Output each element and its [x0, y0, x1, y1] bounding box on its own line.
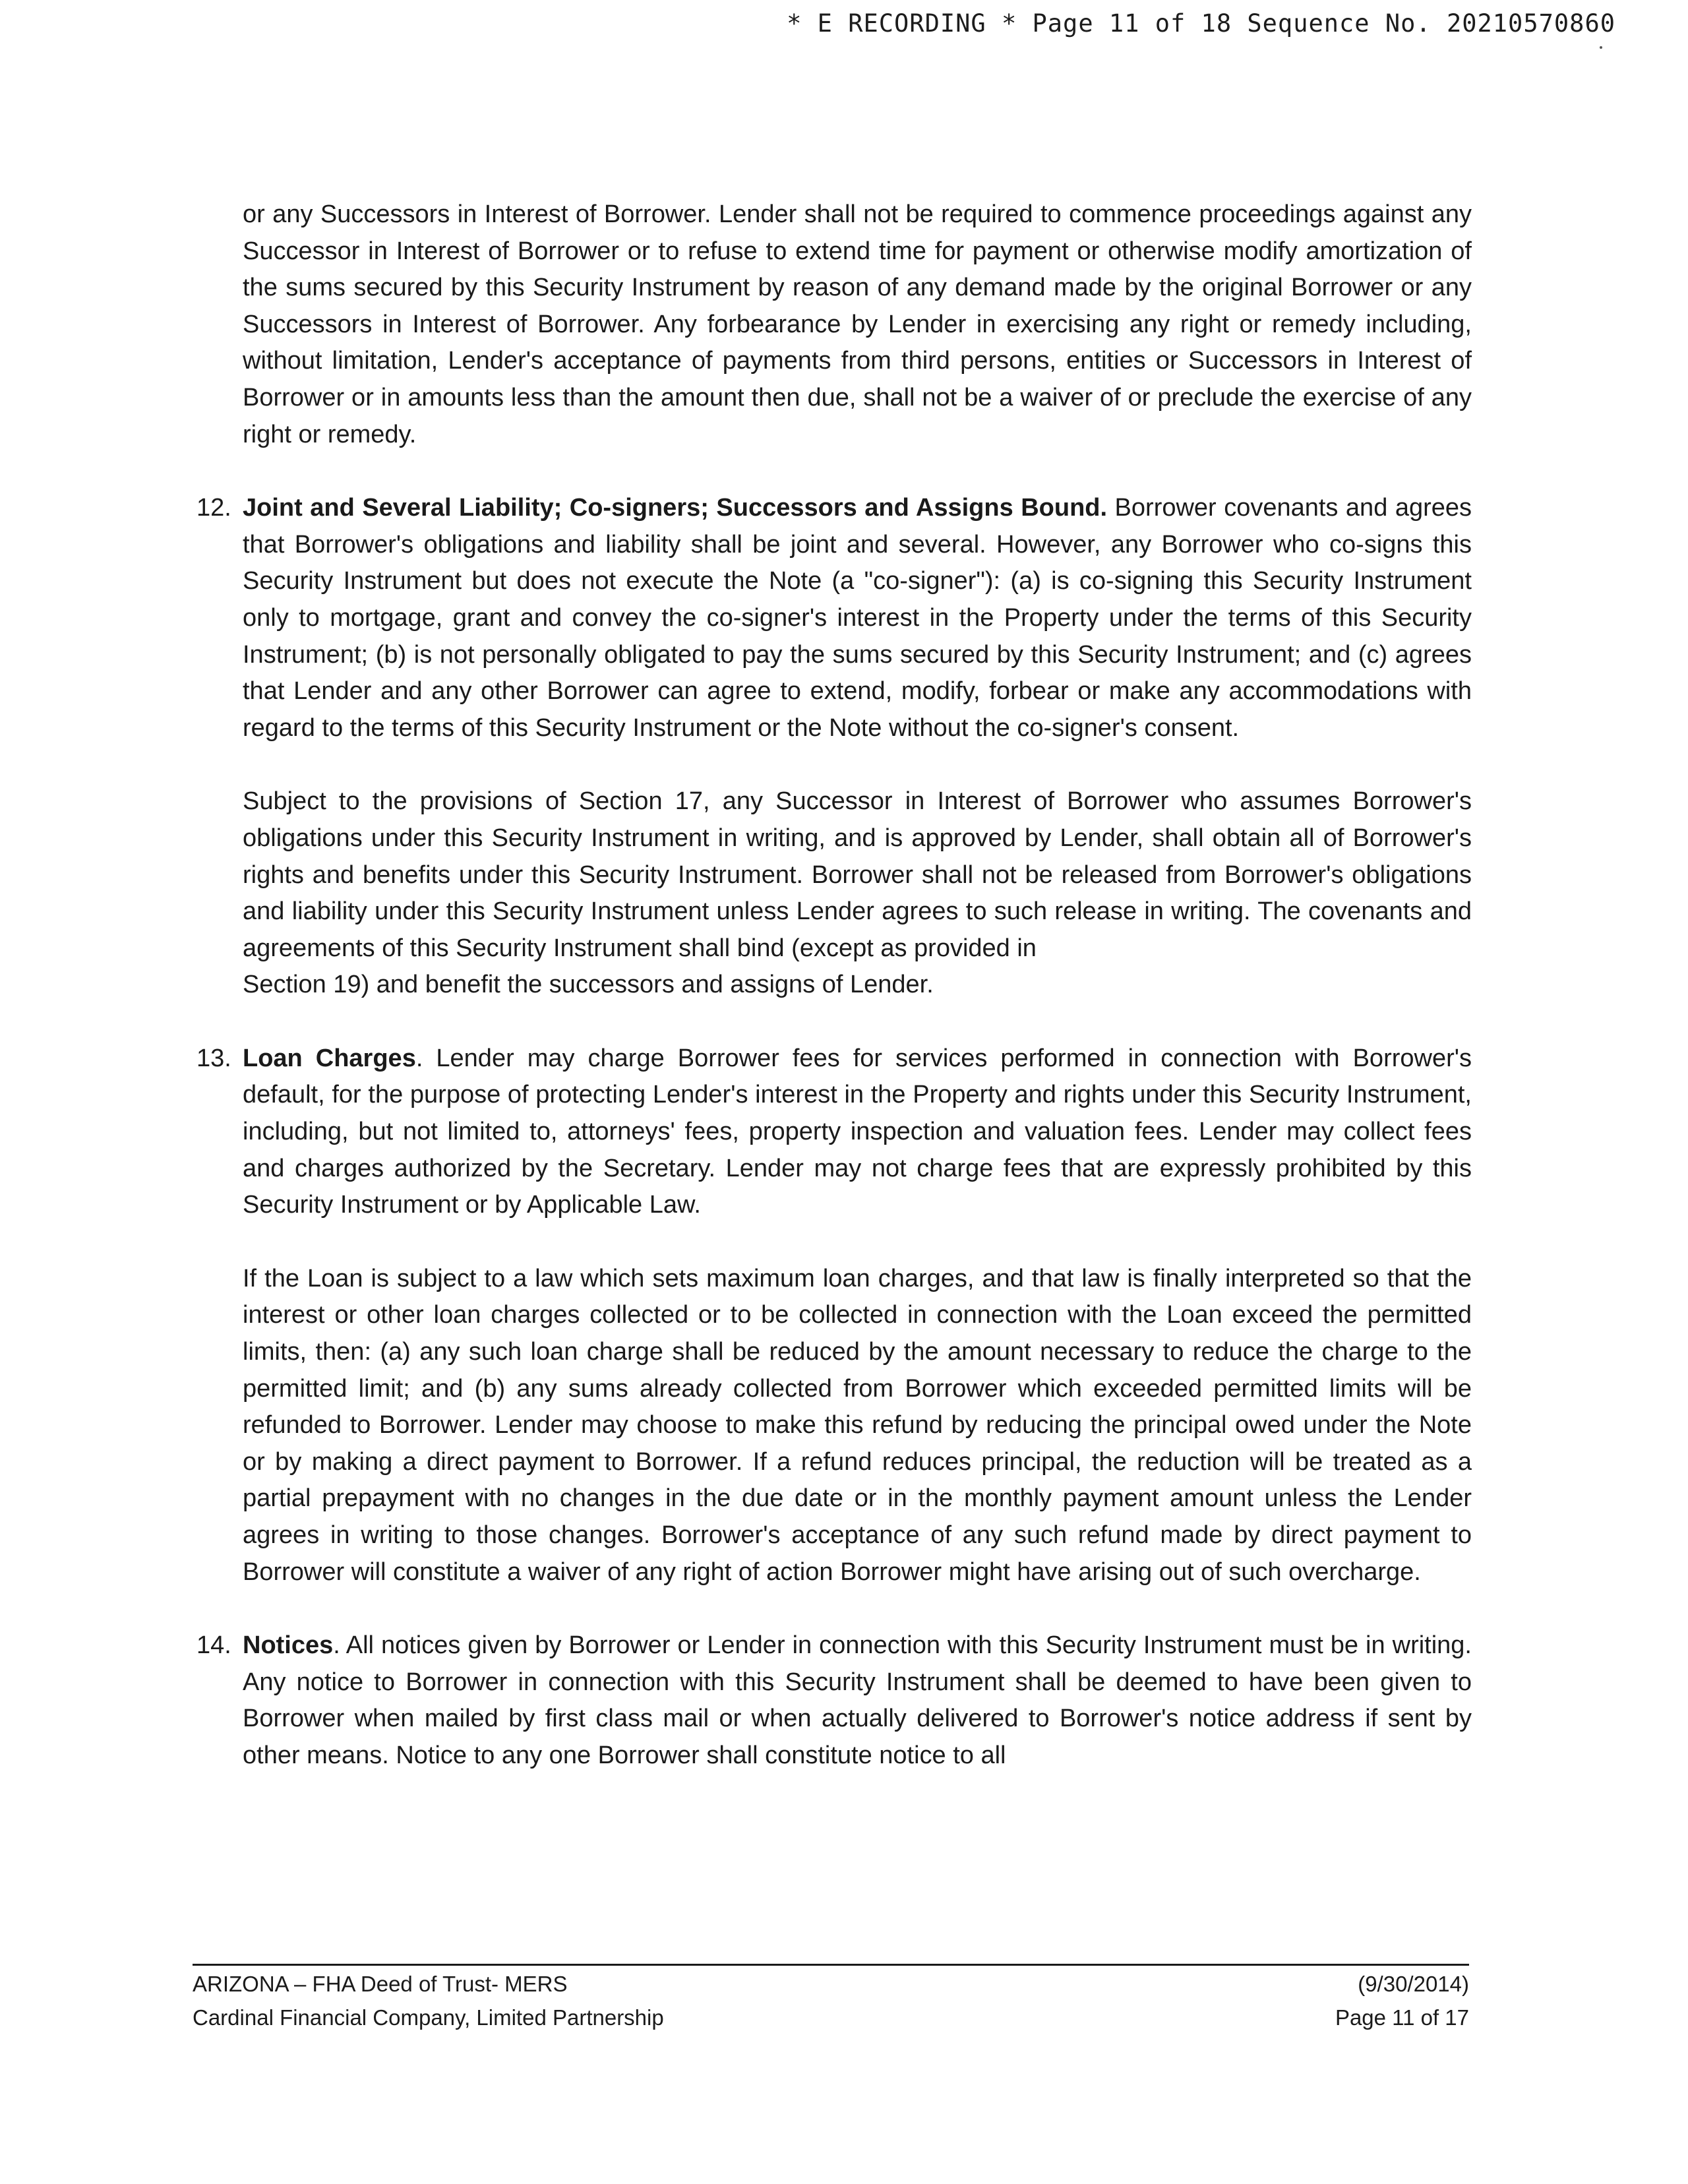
- footer-form-date: (9/30/2014): [1358, 1972, 1469, 1996]
- recording-header: * E RECORDING * Page 11 of 18 Sequence No. 20210570860: [787, 9, 1615, 38]
- scan-speck: [1600, 46, 1602, 49]
- section-text: . Lender may charge Borrower fees for services performed in connection with Borrower's default, for the purpose of protecting Lender's interest in the Property and rights under this Security Instrument, including, but not limited to, attorneys' fees, property inspection and valuation fees. Lender may collect fees and charges authorized by the Secretary. Lender may not charge fees that are expressly prohibited by this Security Instrument or by Applicable Law.: [243, 1044, 1472, 1219]
- document-body: [196, 197, 1472, 1774]
- footer-page-number: Page 11 of 17: [1335, 2005, 1469, 2030]
- section-subparagraph: If the Loan is subject to a law which sets maximum loan charges, and that law is finally interpreted so that the interest or other loan charges collected or to be collected in connection with the Loan exceed the permitted limits, then: (a) any such loan charge shall be reduced by the amount necessary to reduce the charge to the permitted limit; and (b) any sums already collected from Borrower which exceeded permitted limits will be refunded to Borrower. Lender may choose to make this refund by reducing the principal owed under the Note or by making a direct payment to Borrower. If a refund reduces principal, the reduction will be treated as a partial prepayment with no changes in the due date or in the monthly payment amount unless the Lender agrees in writing to those changes. Borrower's acceptance of any such refund made by direct payment to Borrower will constitute a waiver of any right of action Borrower might have arising out of such overcharge.: [243, 1264, 1472, 1586]
- section-title: Joint and Several Liability; Co-signers; Successors and Assigns Bound.: [243, 494, 1108, 522]
- footer-company: Cardinal Financial Company, Limited Partnership: [193, 2005, 664, 2030]
- section-paragraph: [243, 1627, 1472, 1774]
- section-paragraph: [243, 1041, 1472, 1224]
- section-subparagraph-continued: Section 19) and benefit the successors and assigns of Lender.: [243, 971, 934, 999]
- page-footer: [193, 1964, 1469, 2034]
- section-number: 12.: [196, 494, 231, 522]
- section-14: [196, 1627, 1472, 1774]
- section-number: 13.: [196, 1044, 231, 1072]
- section-text: . All notices given by Borrower or Lender in connection with this Security Instrument must be in writing. Any notice to Borrower in connection with this Security Instrument shall be deemed to have been given to Borrower when mailed by first class mail or when actually delivered to Borrower's notice address if sent by other means. Notice to any one Borrower shall constitute notice to all: [243, 1631, 1472, 1769]
- section-13: [196, 1041, 1472, 1591]
- section-number: 14.: [196, 1631, 231, 1660]
- section-subparagraph: Subject to the provisions of Section 17, any Successor in Interest of Borrower who assumes Borrower's obligations under this Security Instrument in writing, and is approved by Lender, shall obtain all of Borrower's rights and benefits under this Security Instrument. Borrower shall not be released from Borrower's obligations and liability under this Security Instrument unless Lender agrees to such release in writing. The covenants and agreements of this Security Instrument shall bind (except as provided in: [243, 787, 1472, 962]
- section-12: [196, 490, 1472, 1004]
- section-paragraph: [243, 490, 1472, 746]
- section-text: Borrower covenants and agrees that Borrower's obligations and liability shall be joint and several. However, any Borrower who co-signs this Security Instrument but does not execute the Note (a "co-signer"): (a) is co-signing this Security Instrument only to mortgage, grant and convey the co-signer's interest in the Property under the terms of this Security Instrument; (b) is not personally obligated to pay the sums secured by this Security Instrument; and (c) agrees that Lender and any other Borrower can agree to extend, modify, forbear or make any accommodations with regard to the terms of this Security Instrument or the Note without the co-signer's consent.: [243, 494, 1472, 742]
- footer-form-name: ARIZONA – FHA Deed of Trust- MERS: [193, 1972, 568, 1996]
- footer-row: [193, 1967, 1469, 2001]
- section-title: Notices: [243, 1631, 334, 1660]
- section-title: Loan Charges: [243, 1044, 416, 1072]
- continued-paragraph: or any Successors in Interest of Borrower. Lender shall not be required to commence proceedings against any Successor in Interest of Borrower or to refuse to extend time for payment or otherwise modify amortization of the sums secured by this Security Instrument by reason of any demand made by the original Borrower or any Successors in Interest of Borrower. Any forbearance by Lender in exercising any right or remedy including, without limitation, Lender's acceptance of payments from third persons, entities or Successors in Interest of Borrower or in amounts less than the amount then due, shall not be a waiver of or preclude the exercise of any right or remedy.: [243, 200, 1472, 448]
- footer-row: [193, 2001, 1469, 2034]
